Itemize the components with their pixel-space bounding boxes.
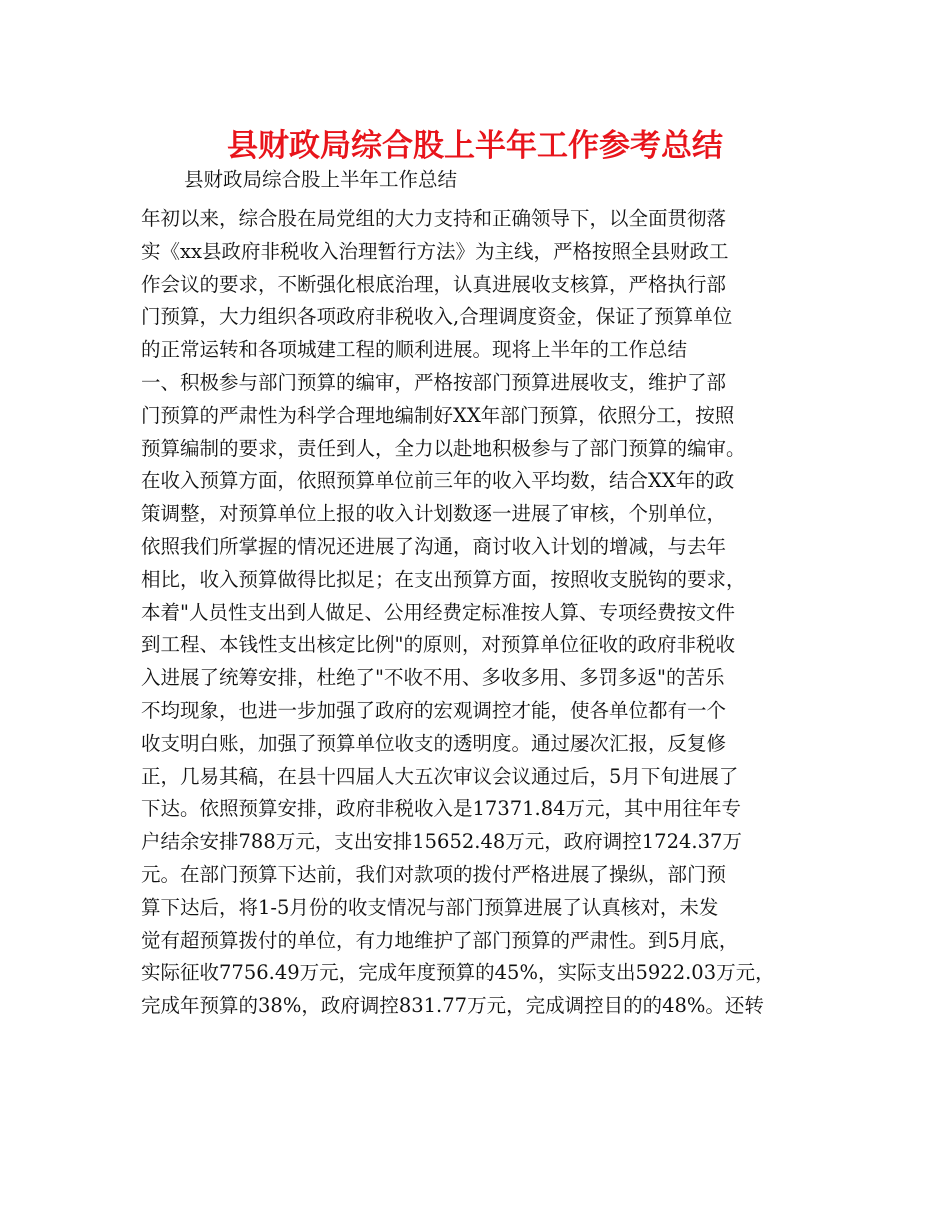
body-line: 在收入预算方面，依照预算单位前三年的收入平均数，结合XX年的政	[141, 469, 735, 493]
document-subtitle: 县财政局综合股上半年工作总结	[184, 168, 458, 191]
body-line: 本着"人员性支出到人做足、公用经费定标准按人算、专项经费按文件	[141, 600, 735, 624]
body-line: 觉有超预算拨付的单位，有力地维护了部门预算的严肃性。到5月底，	[141, 928, 739, 952]
body-line: 完成年预算的38%，政府调控831.77万元，完成调控目的的48%。还转	[141, 994, 764, 1018]
body-line: 门预算，大力组织各项政府非税收入,合理调度资金，保证了预算单位	[141, 305, 733, 329]
body-line: 到工程、本钱性支出核定比例"的原则，对预算单位征收的政府非税收	[141, 633, 735, 657]
body-line: 入进展了统筹安排，杜绝了"不收不用、多收多用、多罚多返"的苦乐	[141, 666, 725, 690]
body-line: 策调整，对预算单位上报的收入计划数逐一进展了审核，个别单位，	[141, 502, 727, 526]
body-line: 户结余安排788万元，支出安排15652.48万元，政府调控1724.37万	[141, 830, 742, 854]
body-line: 正，几易其稿，在县十四届人大五次审议会议通过后，5月下旬进展了	[141, 764, 739, 788]
document-title: 县财政局综合股上半年工作参考总结	[227, 128, 723, 164]
body-line: 门预算的严肃性为科学合理地编制好XX年部门预算，依照分工，按照	[141, 403, 735, 427]
body-line: 实际征收7756.49万元，完成年度预算的45%，实际支出5922.03万元，	[141, 961, 775, 985]
body-line: 收支明白账，加强了预算单位收支的透明度。通过屡次汇报，反复修	[141, 731, 727, 755]
body-line: 作会议的要求，不断强化根底治理，认真进展收支核算，严格执行部	[141, 272, 727, 296]
body-line: 不均现象，也进一步加强了政府的宏观调控才能，使各单位都有一个	[141, 698, 727, 722]
body-line: 下达。依照预算安排，政府非税收入是17371.84万元，其中用往年专	[141, 797, 742, 821]
body-line: 元。在部门预算下达前，我们对款项的拨付严格进展了操纵，部门预	[141, 862, 727, 886]
body-line: 依照我们所掌握的情况还进展了沟通，商讨收入计划的增减，与去年	[141, 534, 727, 558]
body-line: 一、积极参与部门预算的编审，严格按部门预算进展收支，维护了部	[141, 370, 727, 394]
document-body	[141, 203, 831, 1023]
body-line: 算下达后，将1-5月份的收支情况与部门预算进展了认真核对，未发	[141, 895, 719, 919]
body-line: 的正常运转和各项城建工程的顺利进展。现将上半年的工作总结	[141, 338, 688, 362]
body-line: 相比，收入预算做得比拟足；在支出预算方面，按照收支脱钩的要求，	[141, 567, 746, 591]
body-line: 年初以来，综合股在局党组的大力支持和正确领导下，以全面贯彻落	[141, 207, 727, 230]
body-line: 实《xx县政府非税收入治理暂行方法》为主线，严格按照全县财政工	[141, 239, 729, 263]
body-line: 预算编制的要求，责任到人，全力以赴地积极参与了部门预算的编审。	[141, 436, 746, 460]
